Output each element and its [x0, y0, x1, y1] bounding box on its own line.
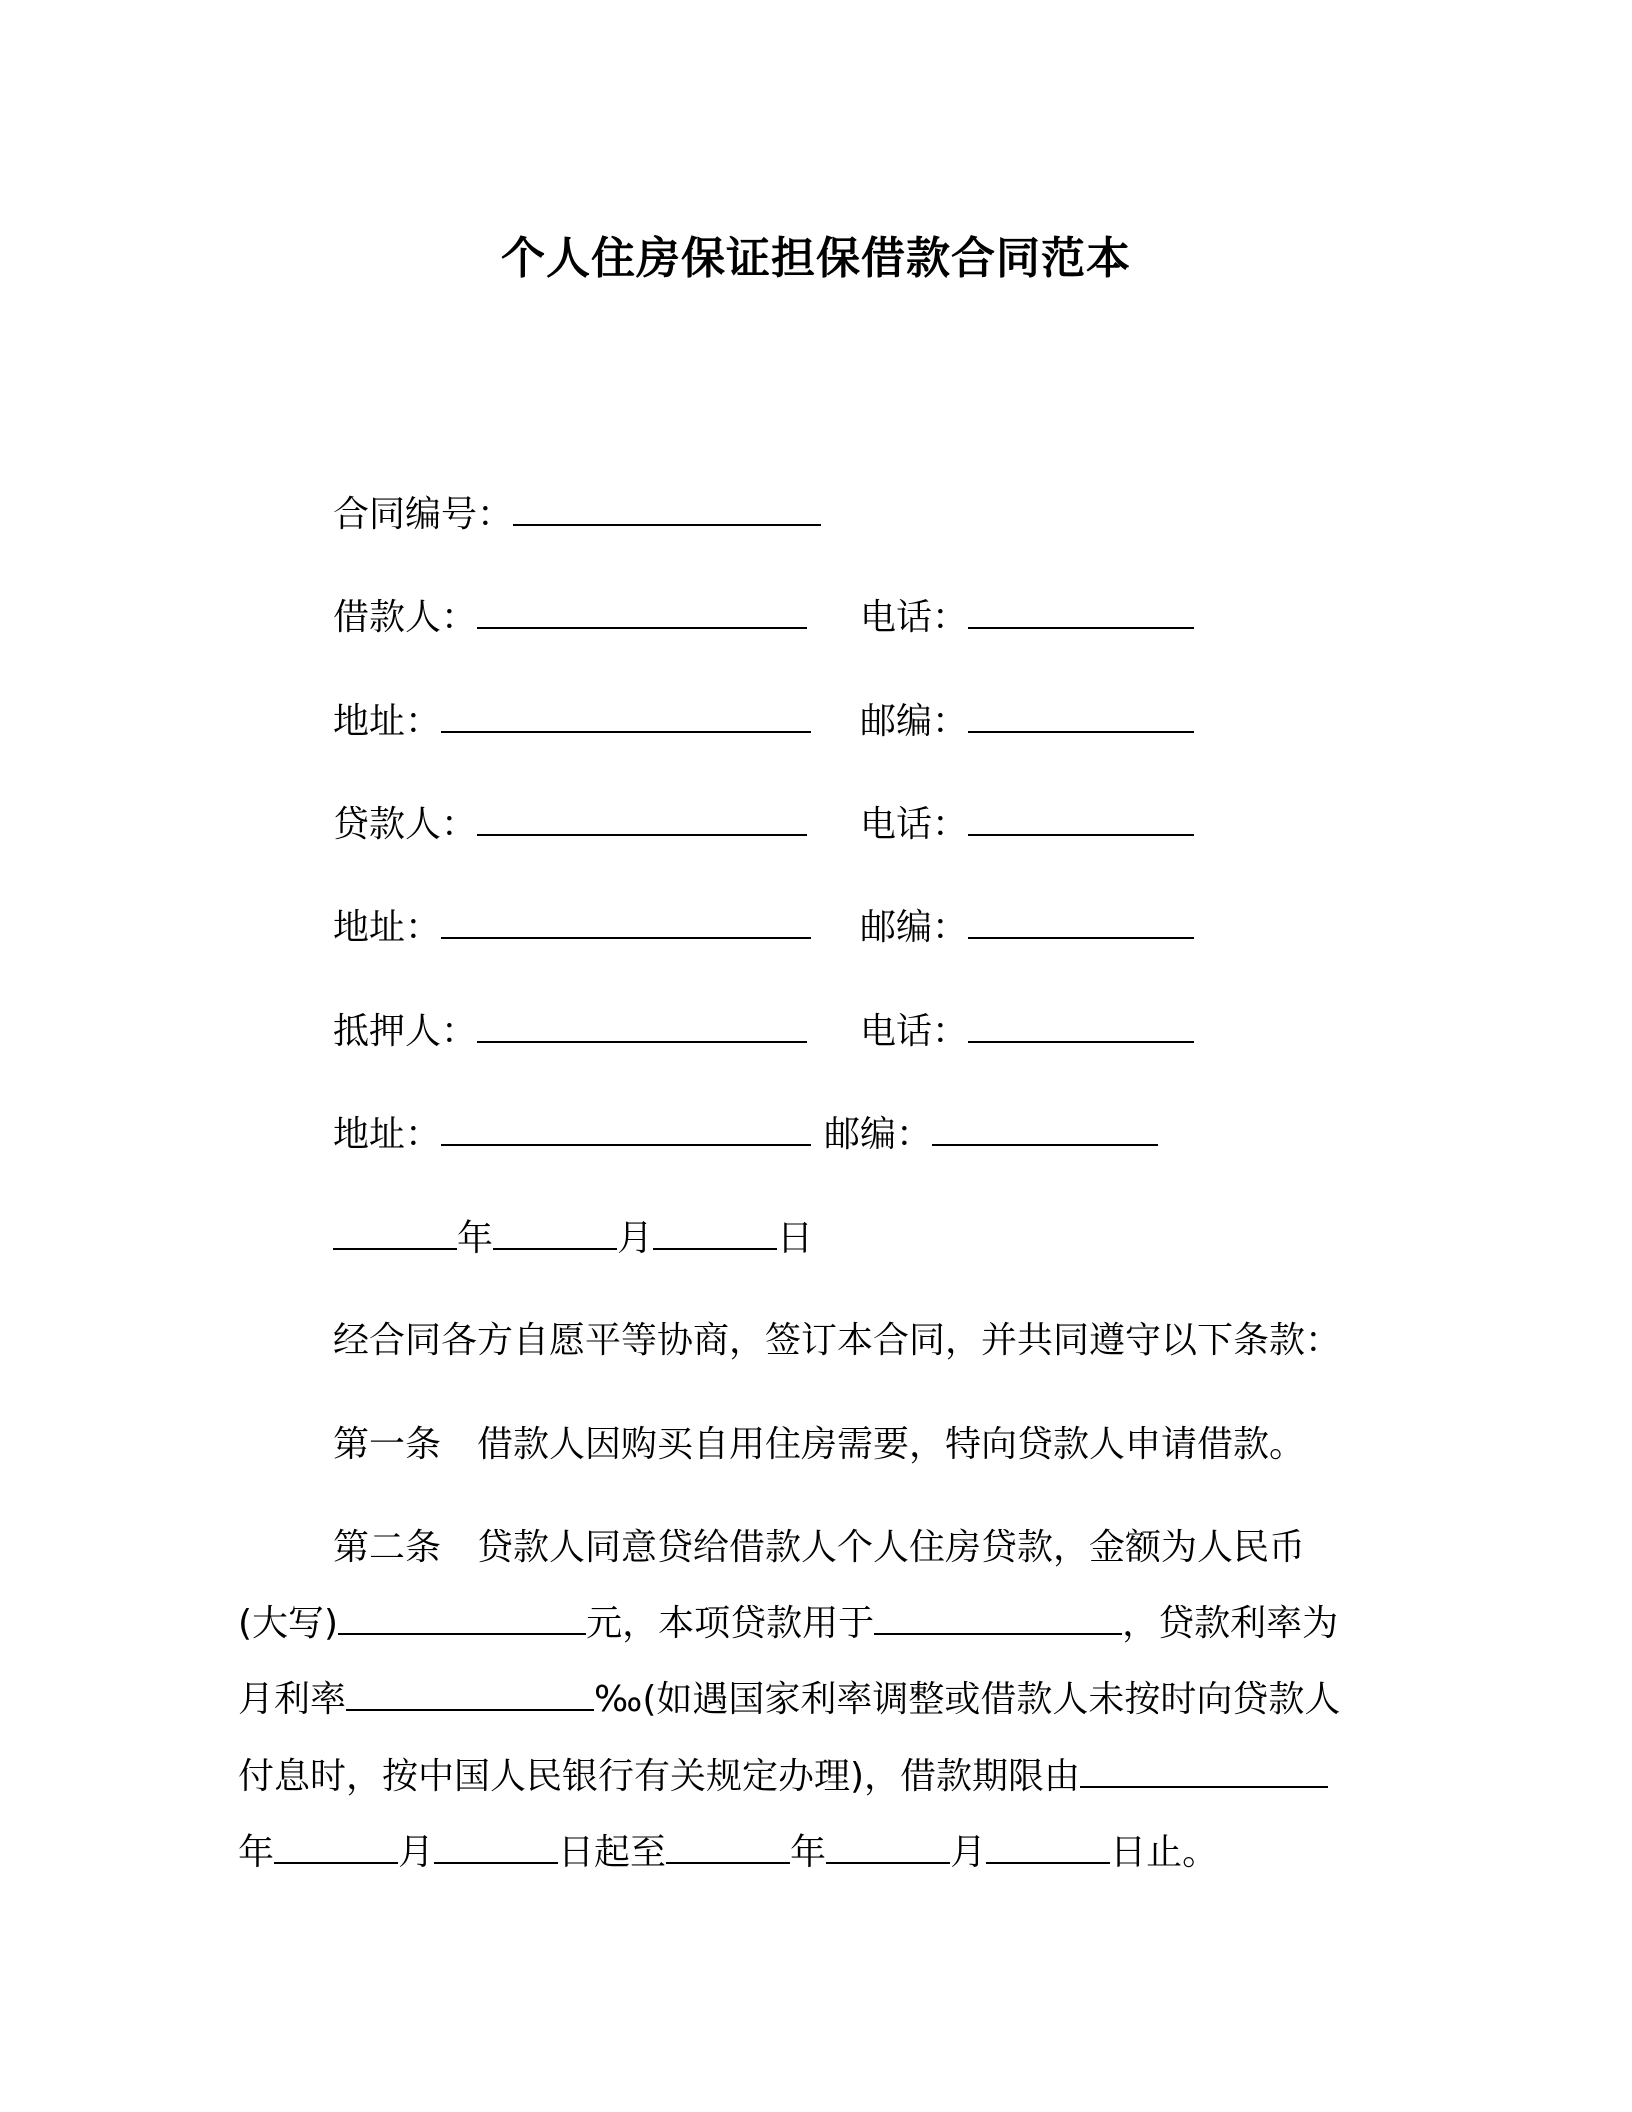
loan-purpose-blank[interactable]	[874, 1603, 1122, 1635]
article-2-rate-label: ，贷款利率为	[1122, 1603, 1339, 1644]
article-2-purpose-label: 元，本项贷款用于	[586, 1603, 875, 1644]
borrower-address-row	[333, 700, 811, 744]
lender-address-blank[interactable]	[441, 907, 811, 939]
article-2-line-3	[238, 1678, 1340, 1722]
term-start-month-label: 月	[398, 1832, 435, 1873]
date-day-label: 日	[777, 1218, 814, 1259]
contract-number-row	[333, 493, 821, 537]
borrower-label: 借款人：	[333, 597, 478, 638]
term-start-year-blank[interactable]	[1080, 1756, 1328, 1788]
date-month-blank[interactable]	[493, 1218, 617, 1250]
lender-phone-label: 电话：	[860, 804, 969, 845]
term-end-year-blank[interactable]	[666, 1832, 790, 1864]
term-end-day-blank[interactable]	[986, 1832, 1110, 1864]
lender-phone-blank[interactable]	[968, 804, 1194, 836]
lender-label: 贷款人：	[333, 804, 478, 845]
date-month-label: 月	[617, 1218, 654, 1259]
term-end-day-label: 日止。	[1110, 1832, 1219, 1873]
lender-postcode-row	[860, 906, 1194, 950]
article-2-line-5	[238, 1831, 1218, 1875]
article-2-line-1: 第二条 贷款人同意贷给借款人个人住房贷款，金额为人民币	[333, 1527, 1306, 1568]
mortgagor-blank[interactable]	[477, 1011, 807, 1043]
lender-phone-row	[860, 803, 1194, 847]
lender-address-label: 地址：	[333, 907, 442, 948]
mortgagor-address-label: 地址：	[333, 1114, 442, 1155]
lender-address-row	[333, 906, 811, 950]
lender-postcode-blank[interactable]	[968, 907, 1194, 939]
term-end-month-label: 月	[950, 1832, 987, 1873]
mortgagor-phone-label: 电话：	[860, 1011, 969, 1052]
mortgagor-postcode-label: 邮编：	[824, 1114, 933, 1155]
term-start-day-label: 日起至	[558, 1832, 667, 1873]
article-2-uppercase-label: (大写)	[238, 1603, 339, 1644]
term-start-day-blank[interactable]	[434, 1832, 558, 1864]
document-title: 个人住房保证担保借款合同范本	[501, 233, 1131, 284]
monthly-rate-label: 月利率	[238, 1679, 347, 1720]
borrower-address-blank[interactable]	[441, 701, 811, 733]
borrower-phone-label: 电话：	[860, 597, 969, 638]
loan-amount-blank[interactable]	[338, 1603, 586, 1635]
borrower-postcode-row	[860, 700, 1194, 744]
borrower-blank[interactable]	[477, 597, 807, 629]
term-end-year-label: 年	[790, 1832, 827, 1873]
term-end-month-blank[interactable]	[826, 1832, 950, 1864]
mortgagor-phone-row	[860, 1010, 1194, 1054]
mortgagor-label: 抵押人：	[333, 1011, 478, 1052]
borrower-phone-row	[860, 596, 1194, 640]
article-2-rate-note: ‰(如遇国家利率调整或借款人未按时向贷款人	[594, 1679, 1341, 1720]
contract-number-blank[interactable]	[513, 494, 821, 526]
borrower-address-label: 地址：	[333, 701, 442, 742]
borrower-row	[333, 596, 807, 640]
lender-postcode-label: 邮编：	[860, 907, 969, 948]
monthly-rate-blank[interactable]	[346, 1679, 594, 1711]
mortgagor-phone-blank[interactable]	[968, 1011, 1194, 1043]
borrower-phone-blank[interactable]	[968, 597, 1194, 629]
mortgagor-row	[333, 1010, 807, 1054]
date-row	[333, 1217, 813, 1261]
lender-row	[333, 803, 807, 847]
date-year-label: 年	[457, 1218, 494, 1259]
mortgagor-postcode-row	[824, 1113, 1158, 1157]
mortgagor-address-blank[interactable]	[441, 1114, 811, 1146]
term-start-year-label: 年	[238, 1832, 275, 1873]
article-2-term-label: 付息时，按中国人民银行有关规定办理)，借款期限由	[238, 1756, 1081, 1797]
article-2-line-2	[238, 1602, 1338, 1646]
lender-blank[interactable]	[477, 804, 807, 836]
borrower-postcode-label: 邮编：	[860, 701, 969, 742]
contract-number-label: 合同编号：	[333, 494, 514, 535]
date-year-blank[interactable]	[333, 1218, 457, 1250]
article-1: 第一条 借款人因购买自用住房需要，特向贷款人申请借款。	[333, 1424, 1306, 1465]
date-day-blank[interactable]	[653, 1218, 777, 1250]
article-2-line-4	[238, 1755, 1328, 1799]
term-start-month-blank[interactable]	[274, 1832, 398, 1864]
mortgagor-postcode-blank[interactable]	[932, 1114, 1158, 1146]
mortgagor-address-row	[333, 1113, 811, 1157]
intro-paragraph: 经合同各方自愿平等协商，签订本合同，并共同遵守以下条款：	[333, 1320, 1342, 1361]
borrower-postcode-blank[interactable]	[968, 701, 1194, 733]
